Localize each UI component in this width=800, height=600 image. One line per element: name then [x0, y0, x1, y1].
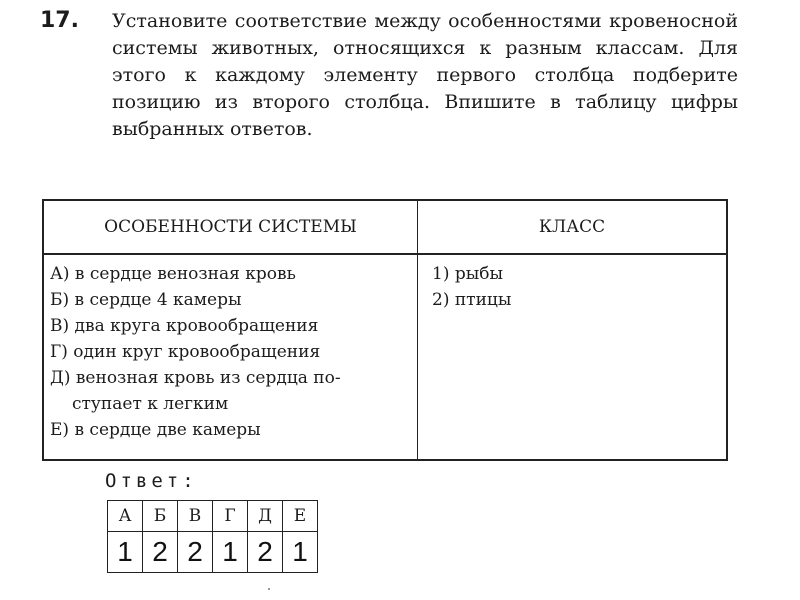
feature-item-continuation: ступает к легким [72, 394, 229, 414]
answer-letter: Г [213, 501, 248, 532]
answer-cell[interactable]: 1 [283, 532, 318, 573]
answer-letter: Е [283, 501, 318, 532]
feature-item: Е) в сердце две камеры [50, 420, 261, 440]
answer-letter: В [178, 501, 213, 532]
scan-speck [268, 588, 270, 590]
matching-table-body [44, 255, 726, 459]
class-item: 1) рыбы [432, 264, 504, 284]
question-text: Установите соответствие между особенностями кровеносной системы животных, относящихся к разным классам. Для этого к каждому элементу первого столбца подберите позицию из второго столбца. Впишите в таблицу цифры выбранных ответов. [112, 10, 738, 140]
classes-list [418, 255, 726, 459]
answer-letters-row [108, 501, 318, 532]
class-item: 2) птицы [432, 290, 512, 310]
feature-item: Д) венозная кровь из сердца по- [50, 368, 341, 388]
answer-letter: Д [248, 501, 283, 532]
feature-item: Г) один круг кровообращения [50, 342, 321, 362]
answer-cell[interactable]: 2 [248, 532, 283, 573]
answer-cell[interactable]: 2 [178, 532, 213, 573]
answer-label: Ответ: [105, 470, 198, 492]
answer-letter: А [108, 501, 143, 532]
feature-item: А) в сердце венозная кровь [50, 264, 296, 284]
class-column-header: КЛАСС [538, 217, 606, 237]
features-column-header: ОСОБЕННОСТИ СИСТЕМЫ [44, 201, 418, 253]
feature-item: В) два круга кровообращения [50, 316, 319, 336]
answer-letter: Б [143, 501, 178, 532]
answer-cell[interactable]: 1 [108, 532, 143, 573]
answer-table [107, 500, 318, 573]
answer-cell[interactable]: 2 [143, 532, 178, 573]
answer-cell[interactable]: 1 [213, 532, 248, 573]
matching-table-header [44, 201, 726, 255]
question-number: 17. [40, 8, 79, 33]
answer-values-row [108, 532, 318, 573]
feature-item: Б) в сердце 4 камеры [50, 290, 242, 310]
matching-table [42, 199, 728, 461]
features-list [44, 255, 418, 459]
